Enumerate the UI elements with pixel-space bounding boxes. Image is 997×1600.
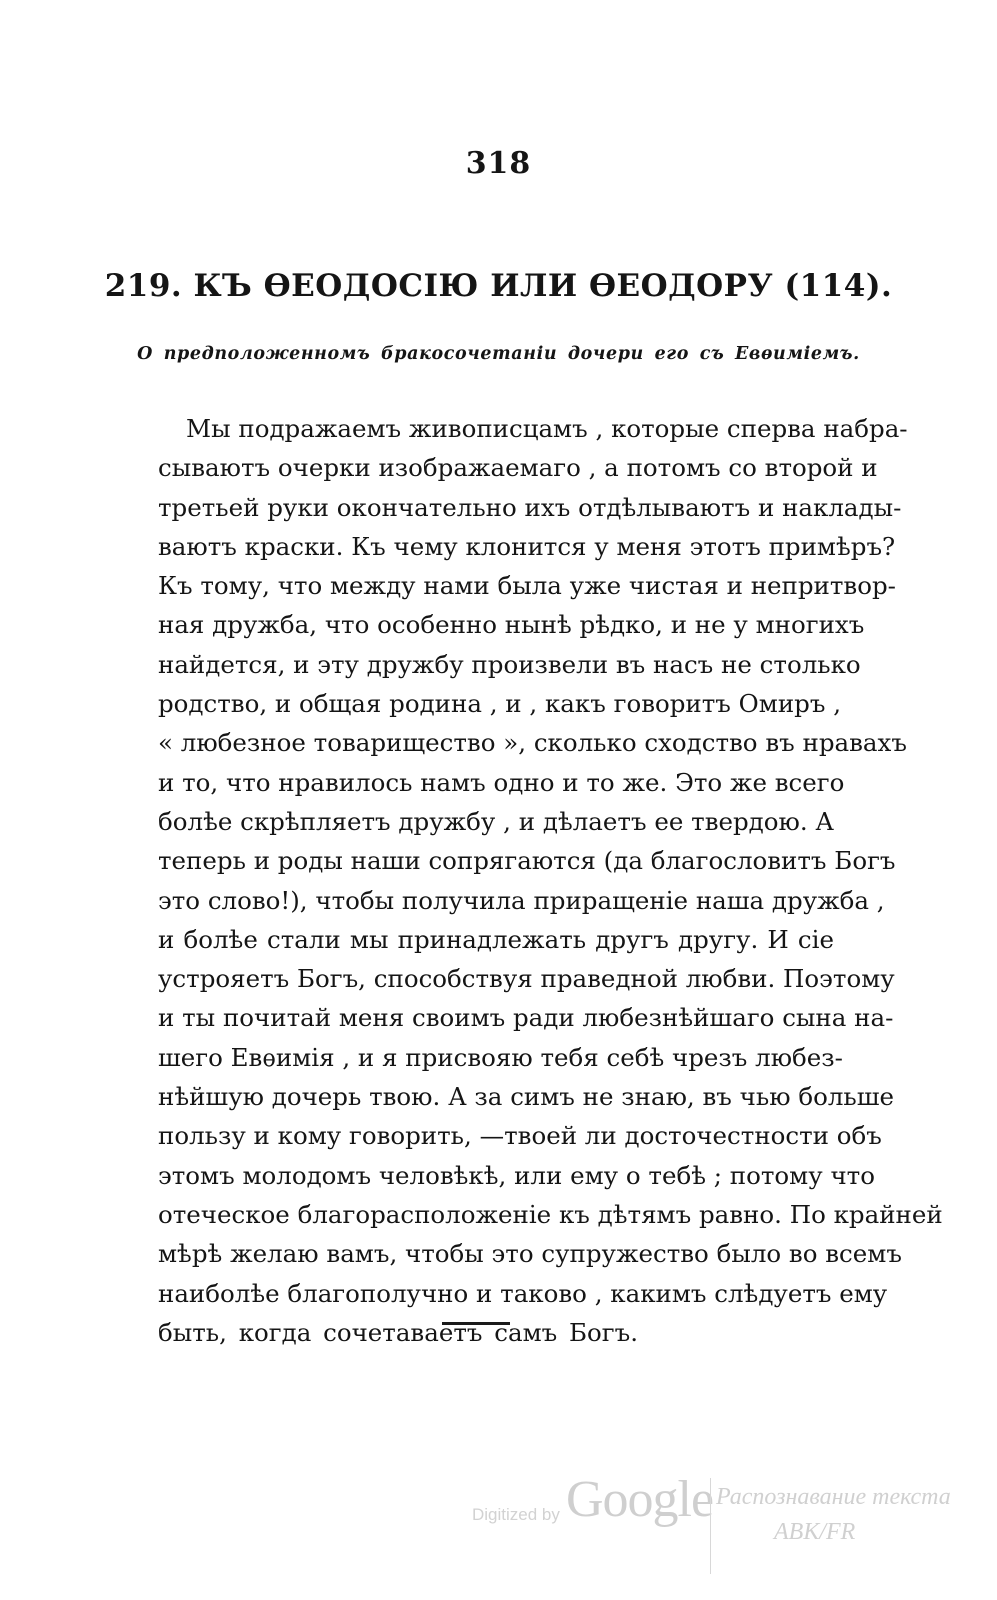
body-line: устрояетъ Богъ, способствуя праведной любви. Поэтому [158, 964, 895, 994]
body-line: отеческое благорасположеніе къ дѣтямъ равно. По крайней [158, 1199, 943, 1229]
body-line: третьей руки окончательно ихъ отдѣлываютъ и наклады- [158, 492, 902, 522]
body-line: и болѣе стали мы принадлежать другъ другу. И сіе [158, 924, 834, 954]
body-line: « любезное товарищество », сколько сходство въ нравахъ [158, 728, 907, 758]
body-line: нѣйшую дочерь твою. А за симъ не знаю, въ чью больше [158, 1082, 894, 1112]
body-line: и то, что нравилось намъ одно и то же. Это же всего [158, 767, 845, 797]
body-line: этомъ молодомъ человѣкѣ, или ему о тебѣ ; потому что [158, 1160, 875, 1190]
recognition-credit-label: ABK/FR [774, 1519, 856, 1545]
body-line: пользу и кому говорить, —твоей ли досточестности объ [158, 1121, 882, 1151]
letter-subtitle: О предположенномъ бракосочетаніи дочери его съ Евѳиміемъ. [137, 344, 860, 364]
body-line: мѣрѣ желаю вамъ, чтобы это супружество было во всемъ [158, 1239, 902, 1269]
text-recognition-label: Распознавание текста [716, 1484, 951, 1510]
body-line: ваютъ краски. Къ чему клонится у меня этотъ примѣръ? [158, 531, 896, 561]
body-line: Мы подражаемъ живописцамъ , которые сперва набра- [186, 414, 908, 443]
google-logo: Google [566, 1471, 714, 1528]
body-line: найдется, и эту дружбу произвели въ насъ не столько [158, 649, 861, 679]
page-number: 318 [465, 146, 532, 181]
digitized-by-label: Digitized by [472, 1505, 560, 1524]
letter-body [158, 409, 943, 1352]
body-line: болѣе скрѣпляетъ дружбу , и дѣлаетъ ее твердою. А [158, 806, 834, 836]
body-line: Къ тому, что между нами была уже чистая и непритвор- [158, 571, 896, 601]
body-line: теперь и роды наши сопрягаются (да благословитъ Богъ [158, 846, 896, 876]
body-line: и ты почитай меня своимъ ради любезнѣйшаго сына на- [158, 1003, 894, 1033]
body-line: шего Евѳимія , и я присвояю тебя себѣ чрезъ любез- [158, 1042, 843, 1072]
body-line: сываютъ очерки изображаемаго , а потомъ со второй и [158, 453, 878, 483]
letter-title: 219. КЪ ѲЕОДОСІЮ ИЛИ ѲЕОДОРУ (114). [104, 268, 893, 304]
body-line: быть, когда сочетаваетъ самъ Богъ. [158, 1317, 638, 1347]
body-line: это слово!), чтобы получила приращеніе наша дружба , [158, 885, 885, 915]
end-rule [442, 1322, 510, 1325]
body-line: наиболѣе благополучно и таково , какимъ слѣдуетъ ему [158, 1278, 888, 1308]
body-line: ная дружба, что особенно нынѣ рѣдко, и не у многихъ [158, 610, 865, 640]
body-line: родство, и общая родина , и , какъ говоритъ Омиръ , [158, 689, 841, 719]
watermark-separator [710, 1478, 711, 1574]
